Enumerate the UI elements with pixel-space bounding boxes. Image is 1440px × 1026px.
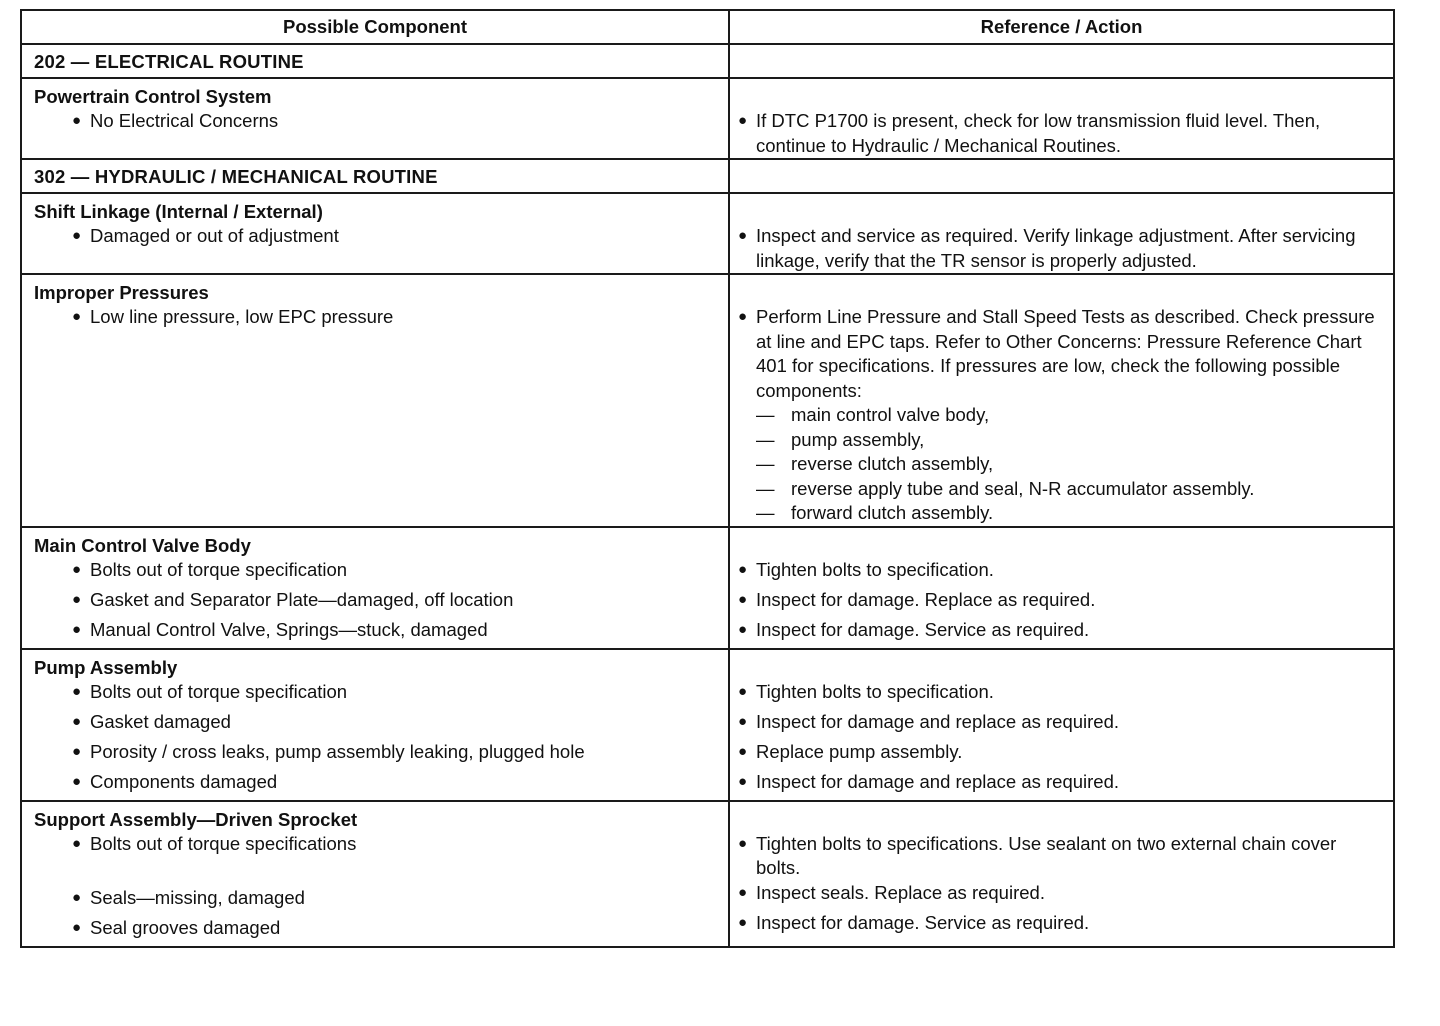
bullet-icon: ● bbox=[738, 112, 748, 129]
section-row bbox=[21, 78, 1394, 159]
action-cell bbox=[729, 649, 1394, 801]
component-item: ● Seal grooves damaged bbox=[22, 916, 728, 946]
section-row bbox=[21, 527, 1394, 649]
component-item: ● Low line pressure, low EPC pressure bbox=[22, 305, 728, 335]
checklist-item: — forward clutch assembly. bbox=[756, 501, 1383, 526]
component-item: ● Damaged or out of adjustment bbox=[22, 224, 728, 254]
section-heading: Improper Pressures bbox=[34, 282, 209, 303]
action-item: ● Replace pump assembly. bbox=[730, 740, 1393, 770]
action-cell bbox=[729, 801, 1394, 947]
header-reference-action: Reference / Action bbox=[729, 10, 1394, 44]
component-cell bbox=[21, 78, 729, 159]
bullet-icon: ● bbox=[738, 772, 748, 790]
component-cell bbox=[21, 527, 729, 649]
action-item: ● Inspect for damage. Service as required. bbox=[730, 618, 1393, 648]
action-item: ● Inspect for damage. Service as required. bbox=[730, 911, 1393, 941]
dash-icon: — bbox=[756, 502, 775, 523]
component-cell bbox=[21, 193, 729, 274]
action-item: ● Tighten bolts to specification. bbox=[730, 558, 1393, 588]
dash-icon: — bbox=[756, 404, 775, 425]
section-row bbox=[21, 193, 1394, 274]
bullet-icon: ● bbox=[72, 918, 82, 936]
checklist-item: — reverse clutch assembly, bbox=[756, 452, 1383, 477]
component-item: ● No Electrical Concerns bbox=[22, 109, 728, 139]
section-heading: Powertrain Control System bbox=[34, 86, 272, 107]
component-item: ● Bolts out of torque specification bbox=[22, 680, 728, 710]
bullet-icon: ● bbox=[738, 227, 748, 244]
checklist-item: — reverse apply tube and seal, N-R accumulator assembly. bbox=[756, 477, 1383, 502]
component-checklist bbox=[756, 403, 1383, 526]
bullet-icon: ● bbox=[72, 560, 82, 578]
bullet-icon: ● bbox=[738, 620, 748, 638]
bullet-icon: ● bbox=[72, 888, 82, 906]
dash-icon: — bbox=[756, 453, 775, 474]
routine-title: 202 — ELECTRICAL ROUTINE bbox=[34, 51, 304, 72]
section-heading: Shift Linkage (Internal / External) bbox=[34, 201, 323, 222]
routine-title: 302 — HYDRAULIC / MECHANICAL ROUTINE bbox=[34, 166, 438, 187]
section-row bbox=[21, 801, 1394, 947]
bullet-icon: ● bbox=[738, 834, 748, 852]
action-cell bbox=[729, 78, 1394, 159]
component-item: ● Gasket and Separator Plate—damaged, off location bbox=[22, 588, 728, 618]
bullet-icon: ● bbox=[738, 560, 748, 578]
bullet-icon: ● bbox=[72, 834, 82, 852]
bullet-icon: ● bbox=[738, 883, 748, 901]
routine-empty-cell bbox=[729, 159, 1394, 193]
section-heading: Pump Assembly bbox=[34, 656, 178, 678]
bullet-icon: ● bbox=[72, 308, 82, 325]
header-row bbox=[21, 10, 1394, 44]
bullet-icon: ● bbox=[738, 913, 748, 931]
bullet-icon: ● bbox=[72, 772, 82, 790]
section-row bbox=[21, 649, 1394, 801]
section-heading: Main Control Valve Body bbox=[34, 534, 251, 556]
component-item: ● Components damaged bbox=[22, 770, 728, 800]
routine-title-cell bbox=[21, 159, 729, 193]
routine-title-cell bbox=[21, 44, 729, 78]
action-item: ● Tighten bolts to specifications. Use sealant on two external chain cover bolts. bbox=[738, 832, 1337, 878]
component-cell bbox=[21, 801, 729, 947]
component-item: ● Manual Control Valve, Springs—stuck, damaged bbox=[22, 618, 728, 648]
bullet-icon: ● bbox=[72, 112, 82, 129]
header-possible-component: Possible Component bbox=[21, 10, 729, 44]
bullet-icon: ● bbox=[738, 742, 748, 760]
section-row bbox=[21, 274, 1394, 527]
bullet-icon: ● bbox=[72, 682, 82, 700]
action-item: ● If DTC P1700 is present, check for low transmission fluid level. Then, continue to Hydraulic / Mechanical Routines. bbox=[738, 110, 1321, 156]
dash-icon: — bbox=[756, 428, 775, 450]
bullet-icon: ● bbox=[738, 712, 748, 730]
dash-icon: — bbox=[756, 477, 775, 499]
component-item: ● Porosity / cross leaks, pump assembly leaking, plugged hole bbox=[22, 740, 728, 770]
action-cell bbox=[729, 527, 1394, 649]
bullet-icon: ● bbox=[72, 742, 82, 760]
action-item: ● Inspect for damage. Replace as required. bbox=[730, 588, 1393, 618]
checklist-item: — main control valve body, bbox=[756, 403, 1383, 428]
bullet-icon: ● bbox=[738, 682, 748, 700]
section-heading: Support Assembly—Driven Sprocket bbox=[34, 808, 358, 830]
component-cell bbox=[21, 274, 729, 527]
diagnosis-sheet bbox=[20, 9, 1393, 948]
action-item: ● Inspect for damage and replace as required. bbox=[730, 710, 1393, 740]
action-cell bbox=[729, 193, 1394, 274]
action-cell bbox=[729, 274, 1394, 527]
action-item: ● Tighten bolts to specification. bbox=[730, 680, 1393, 710]
action-item bbox=[730, 305, 1393, 526]
bullet-icon: ● bbox=[72, 712, 82, 730]
bullet-icon: ● bbox=[72, 590, 82, 608]
action-item: ● Inspect for damage and replace as required. bbox=[730, 770, 1393, 800]
component-cell bbox=[21, 649, 729, 801]
action-text: Perform Line Pressure and Stall Speed Tests as described. Check pressure at line and EPC taps. Refer to Other Concerns: Pressure Reference Chart 401 for specifications. If pressures are low, check the following possible components: bbox=[756, 306, 1375, 401]
routine-row bbox=[21, 159, 1394, 193]
diagnosis-table bbox=[20, 9, 1395, 948]
component-item: ● Bolts out of torque specification bbox=[22, 558, 728, 588]
routine-empty-cell bbox=[729, 44, 1394, 78]
bullet-icon: ● bbox=[72, 620, 82, 638]
bullet-icon: ● bbox=[738, 308, 748, 325]
component-item: ● Seals—missing, damaged bbox=[22, 886, 728, 916]
action-item: ● Inspect and service as required. Verify linkage adjustment. After servicing linkage, verify that the TR sensor is properly adjusted. bbox=[738, 225, 1356, 271]
component-item: ● Bolts out of torque specifications bbox=[22, 832, 728, 862]
component-item: ● Gasket damaged bbox=[22, 710, 728, 740]
checklist-item: — pump assembly, bbox=[756, 428, 1383, 453]
bullet-icon: ● bbox=[738, 590, 748, 608]
action-item: ● Inspect seals. Replace as required. bbox=[730, 881, 1393, 911]
routine-row bbox=[21, 44, 1394, 78]
bullet-icon: ● bbox=[72, 227, 82, 244]
